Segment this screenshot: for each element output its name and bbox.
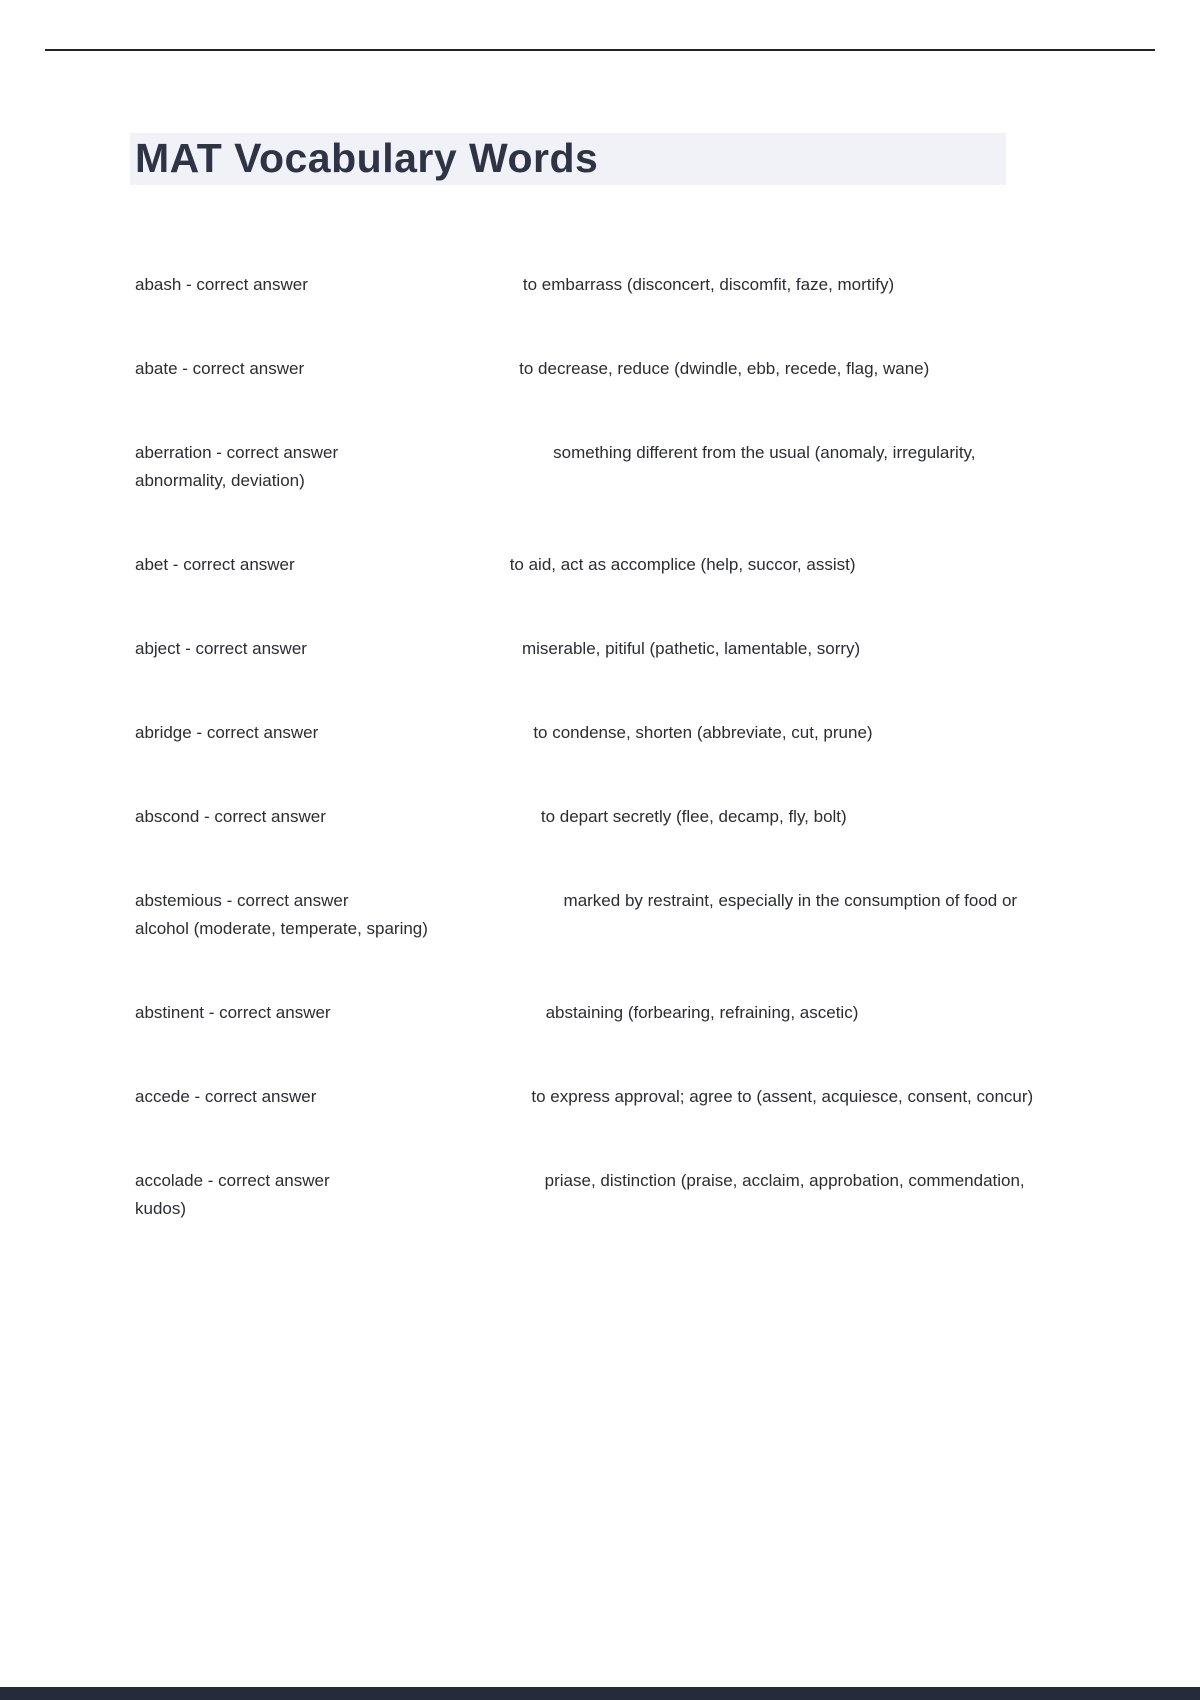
vocab-entry bbox=[135, 439, 1067, 495]
term-definition-gap bbox=[318, 737, 533, 738]
document-content bbox=[135, 133, 1067, 1279]
term-definition-gap bbox=[295, 569, 510, 570]
term-definition-gap bbox=[330, 1185, 545, 1186]
vocab-term: abet - correct answer bbox=[135, 555, 295, 574]
vocab-entry bbox=[135, 355, 1067, 383]
vocab-term: abject - correct answer bbox=[135, 639, 307, 658]
title-highlight-bar bbox=[130, 133, 1006, 185]
vocab-definition: to depart secretly (flee, decamp, fly, bolt) bbox=[540, 807, 847, 826]
term-definition-gap bbox=[307, 653, 522, 654]
vocab-definition: to aid, act as accomplice (help, succor, assist) bbox=[509, 555, 856, 574]
vocab-term: accede - correct answer bbox=[135, 1087, 317, 1106]
vocab-term: abash - correct answer bbox=[135, 275, 308, 294]
vocab-term: abate - correct answer bbox=[135, 359, 305, 378]
vocab-definition: abstaining (forbearing, refraining, ascetic) bbox=[545, 1003, 859, 1022]
vocab-term: abridge - correct answer bbox=[135, 723, 319, 742]
term-definition-gap bbox=[331, 1017, 546, 1018]
vocab-entry bbox=[135, 1083, 1067, 1111]
vocab-definition: marked by restraint, especially in the consumption of food or alcohol (moderate, temperate, sparing) bbox=[135, 891, 1018, 938]
vocab-definition: to decrease, reduce (dwindle, ebb, recede, flag, wane) bbox=[519, 359, 930, 378]
vocab-definition: something different from the usual (anomaly, irregularity, abnormality, deviation) bbox=[135, 443, 976, 490]
vocab-term: abscond - correct answer bbox=[135, 807, 326, 826]
vocab-entry bbox=[135, 551, 1067, 579]
term-definition-gap bbox=[304, 373, 519, 374]
term-definition-gap bbox=[308, 289, 523, 290]
term-definition-gap bbox=[326, 821, 541, 822]
vocab-entry bbox=[135, 999, 1067, 1027]
vocab-term: accolade - correct answer bbox=[135, 1171, 330, 1190]
vocab-entry bbox=[135, 803, 1067, 831]
vocab-definition: to express approval; agree to (assent, acquiesce, consent, concur) bbox=[531, 1087, 1034, 1106]
page-title: MAT Vocabulary Words bbox=[135, 135, 599, 181]
vocab-entry bbox=[135, 1167, 1067, 1223]
page-footer-bar bbox=[0, 1687, 1200, 1700]
term-definition-gap bbox=[338, 457, 553, 458]
vocab-definition: miserable, pitiful (pathetic, lamentable, sorry) bbox=[521, 639, 861, 658]
page-top-rule bbox=[45, 49, 1155, 51]
vocab-definition: priase, distinction (praise, acclaim, approbation, commendation, kudos) bbox=[135, 1171, 1025, 1218]
vocab-entry bbox=[135, 887, 1067, 943]
vocab-entry-list bbox=[135, 271, 1067, 1223]
vocab-term: aberration - correct answer bbox=[135, 443, 339, 462]
vocab-entry bbox=[135, 271, 1067, 299]
vocab-term: abstemious - correct answer bbox=[135, 891, 349, 910]
vocab-definition: to condense, shorten (abbreviate, cut, prune) bbox=[533, 723, 873, 742]
vocab-entry bbox=[135, 635, 1067, 663]
vocab-entry bbox=[135, 719, 1067, 747]
term-definition-gap bbox=[349, 905, 564, 906]
vocab-definition: to embarrass (disconcert, discomfit, faze, mortify) bbox=[522, 275, 895, 294]
term-definition-gap bbox=[316, 1101, 531, 1102]
vocab-term: abstinent - correct answer bbox=[135, 1003, 331, 1022]
